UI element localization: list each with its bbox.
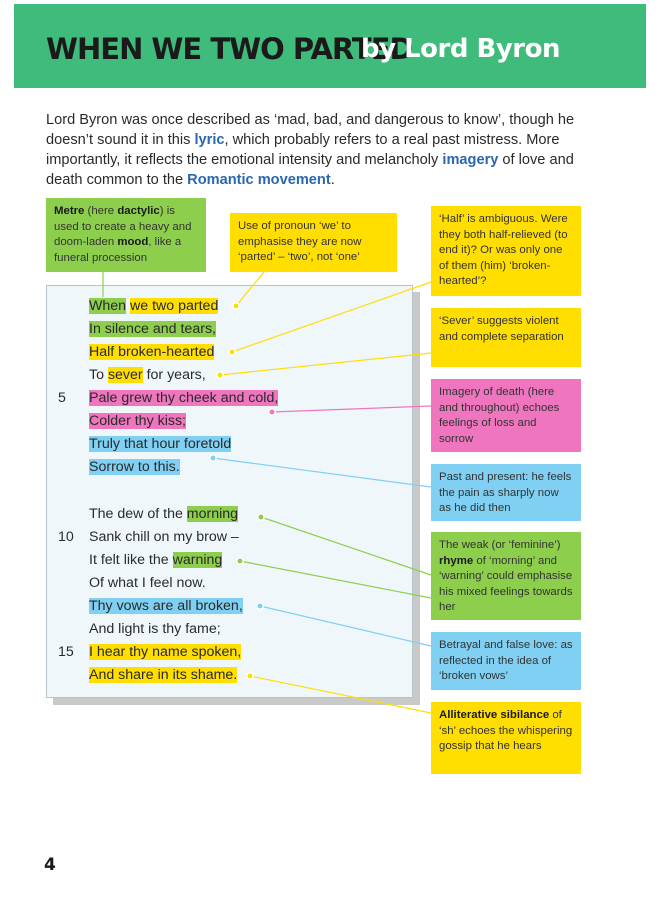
leader-dot-alliteration <box>247 673 253 679</box>
note-sever: ‘Sever’ suggests violent and complete separation <box>431 308 581 367</box>
keyword-imagery: imagery <box>442 152 499 168</box>
leader-dot-pronoun <box>233 303 239 309</box>
highlight-share: And share in its shame. <box>89 667 238 683</box>
leader-pronoun <box>236 272 264 306</box>
note-pronoun: Use of pronoun ‘we’ to emphasise they are now ‘parted’ – ‘two’, not ‘one’ <box>230 213 397 272</box>
poem-line-12: Of what I feel now. <box>89 575 206 591</box>
poem-line-14: And light is thy fame; <box>89 621 221 637</box>
line-text: It felt like the <box>89 552 173 568</box>
line-text: for years, <box>142 367 206 383</box>
note-text: The weak (or ‘feminine’) <box>439 539 561 551</box>
page-number: 4 <box>44 855 56 875</box>
highlight-truly: Truly that hour foretold <box>89 436 232 452</box>
leader-past <box>213 458 431 487</box>
leader-dot-past <box>210 455 216 461</box>
leader-dot-warning <box>237 558 243 564</box>
highlight-we-two-parted: we two parted <box>130 298 219 314</box>
note-bold: dactylic <box>117 205 160 217</box>
highlight-sever: sever <box>107 367 143 383</box>
note-bold: mood <box>117 236 149 248</box>
highlight-warning: warning <box>172 552 223 568</box>
highlight-hear: I hear thy name spoken, <box>89 644 242 660</box>
keyword-lyric: lyric <box>194 132 225 148</box>
leader-betrayal <box>260 606 431 646</box>
leader-sever <box>220 353 431 375</box>
highlight-pale: Pale grew thy cheek and cold, <box>89 390 279 406</box>
note-bold: Alliterative sibilance <box>439 709 550 721</box>
note-text: (here <box>84 205 118 217</box>
highlight-half-broken: Half broken-hearted <box>89 344 215 360</box>
note-text: of ‘sh’ echoes the whispering gossip that he hears <box>439 709 573 752</box>
highlight-silence: In silence and tears, <box>89 321 216 337</box>
note-half: ‘Half’ is ambiguous. Were they both half-relieved (to end it)? Or was only one of them (him) ‘broken-hearted’? <box>431 206 581 296</box>
note-bold: rhyme <box>439 554 474 567</box>
note-past-present: Past and present: he feels the pain as sharply now as he did then <box>431 464 581 521</box>
leader-half <box>232 282 431 352</box>
keyword-romantic-movement: Romantic movement <box>187 172 331 188</box>
leader-dot-morning <box>258 514 264 520</box>
line-number-10: 10 <box>58 529 74 545</box>
leader-dot-death <box>269 409 275 415</box>
note-betrayal: Betrayal and false love: as reflected in the idea of ‘broken vows’ <box>431 632 581 690</box>
intro-text: . <box>330 172 335 188</box>
line-text: The dew of the <box>89 506 187 522</box>
intro-text: Lord Byron was once described as ‘mad, bad, and dangerous to know’, though he doesn’t sound it in this <box>46 112 575 148</box>
line-text: To <box>89 367 108 383</box>
highlight-when: When <box>89 298 127 314</box>
poem-title: WHEN WE TWO PARTED <box>46 32 413 66</box>
note-text: ) is used to create a heavy and doom-laden <box>54 205 192 248</box>
leader-rhyme-morning <box>261 517 431 575</box>
intro-text: of love and death common to the <box>46 152 574 188</box>
note-text: , like a funeral procession <box>54 236 182 264</box>
intro-text: , which probably refers to a real past mistress. More importantly, it reflects the emotional intensity and melancholy <box>46 132 560 168</box>
poem-author: by Lord Byron <box>361 34 560 64</box>
leader-dot-sever <box>217 372 223 378</box>
leader-death <box>272 406 431 412</box>
note-death: Imagery of death (here and throughout) echoes feelings of loss and sorrow <box>431 379 581 452</box>
note-bold: Metre <box>54 205 85 217</box>
note-text: of ‘morning’ and ‘warning’ could emphasise his mixed feelings towards her <box>439 554 573 613</box>
line-number-15: 15 <box>58 644 74 660</box>
leader-rhyme-warning <box>240 561 431 598</box>
highlight-morning: morning <box>186 506 239 522</box>
highlight-sorrow: Sorrow to this. <box>89 459 180 475</box>
leader-dot-half <box>229 349 235 355</box>
highlight-colder: Colder thy kiss; <box>89 413 186 429</box>
leader-dot-betrayal <box>257 603 263 609</box>
highlight-vows: Thy vows are all broken, <box>89 598 243 614</box>
leader-alliteration <box>250 676 431 713</box>
poem-line-10: Sank chill on my brow – <box>89 529 239 545</box>
line-number-5: 5 <box>58 390 66 406</box>
